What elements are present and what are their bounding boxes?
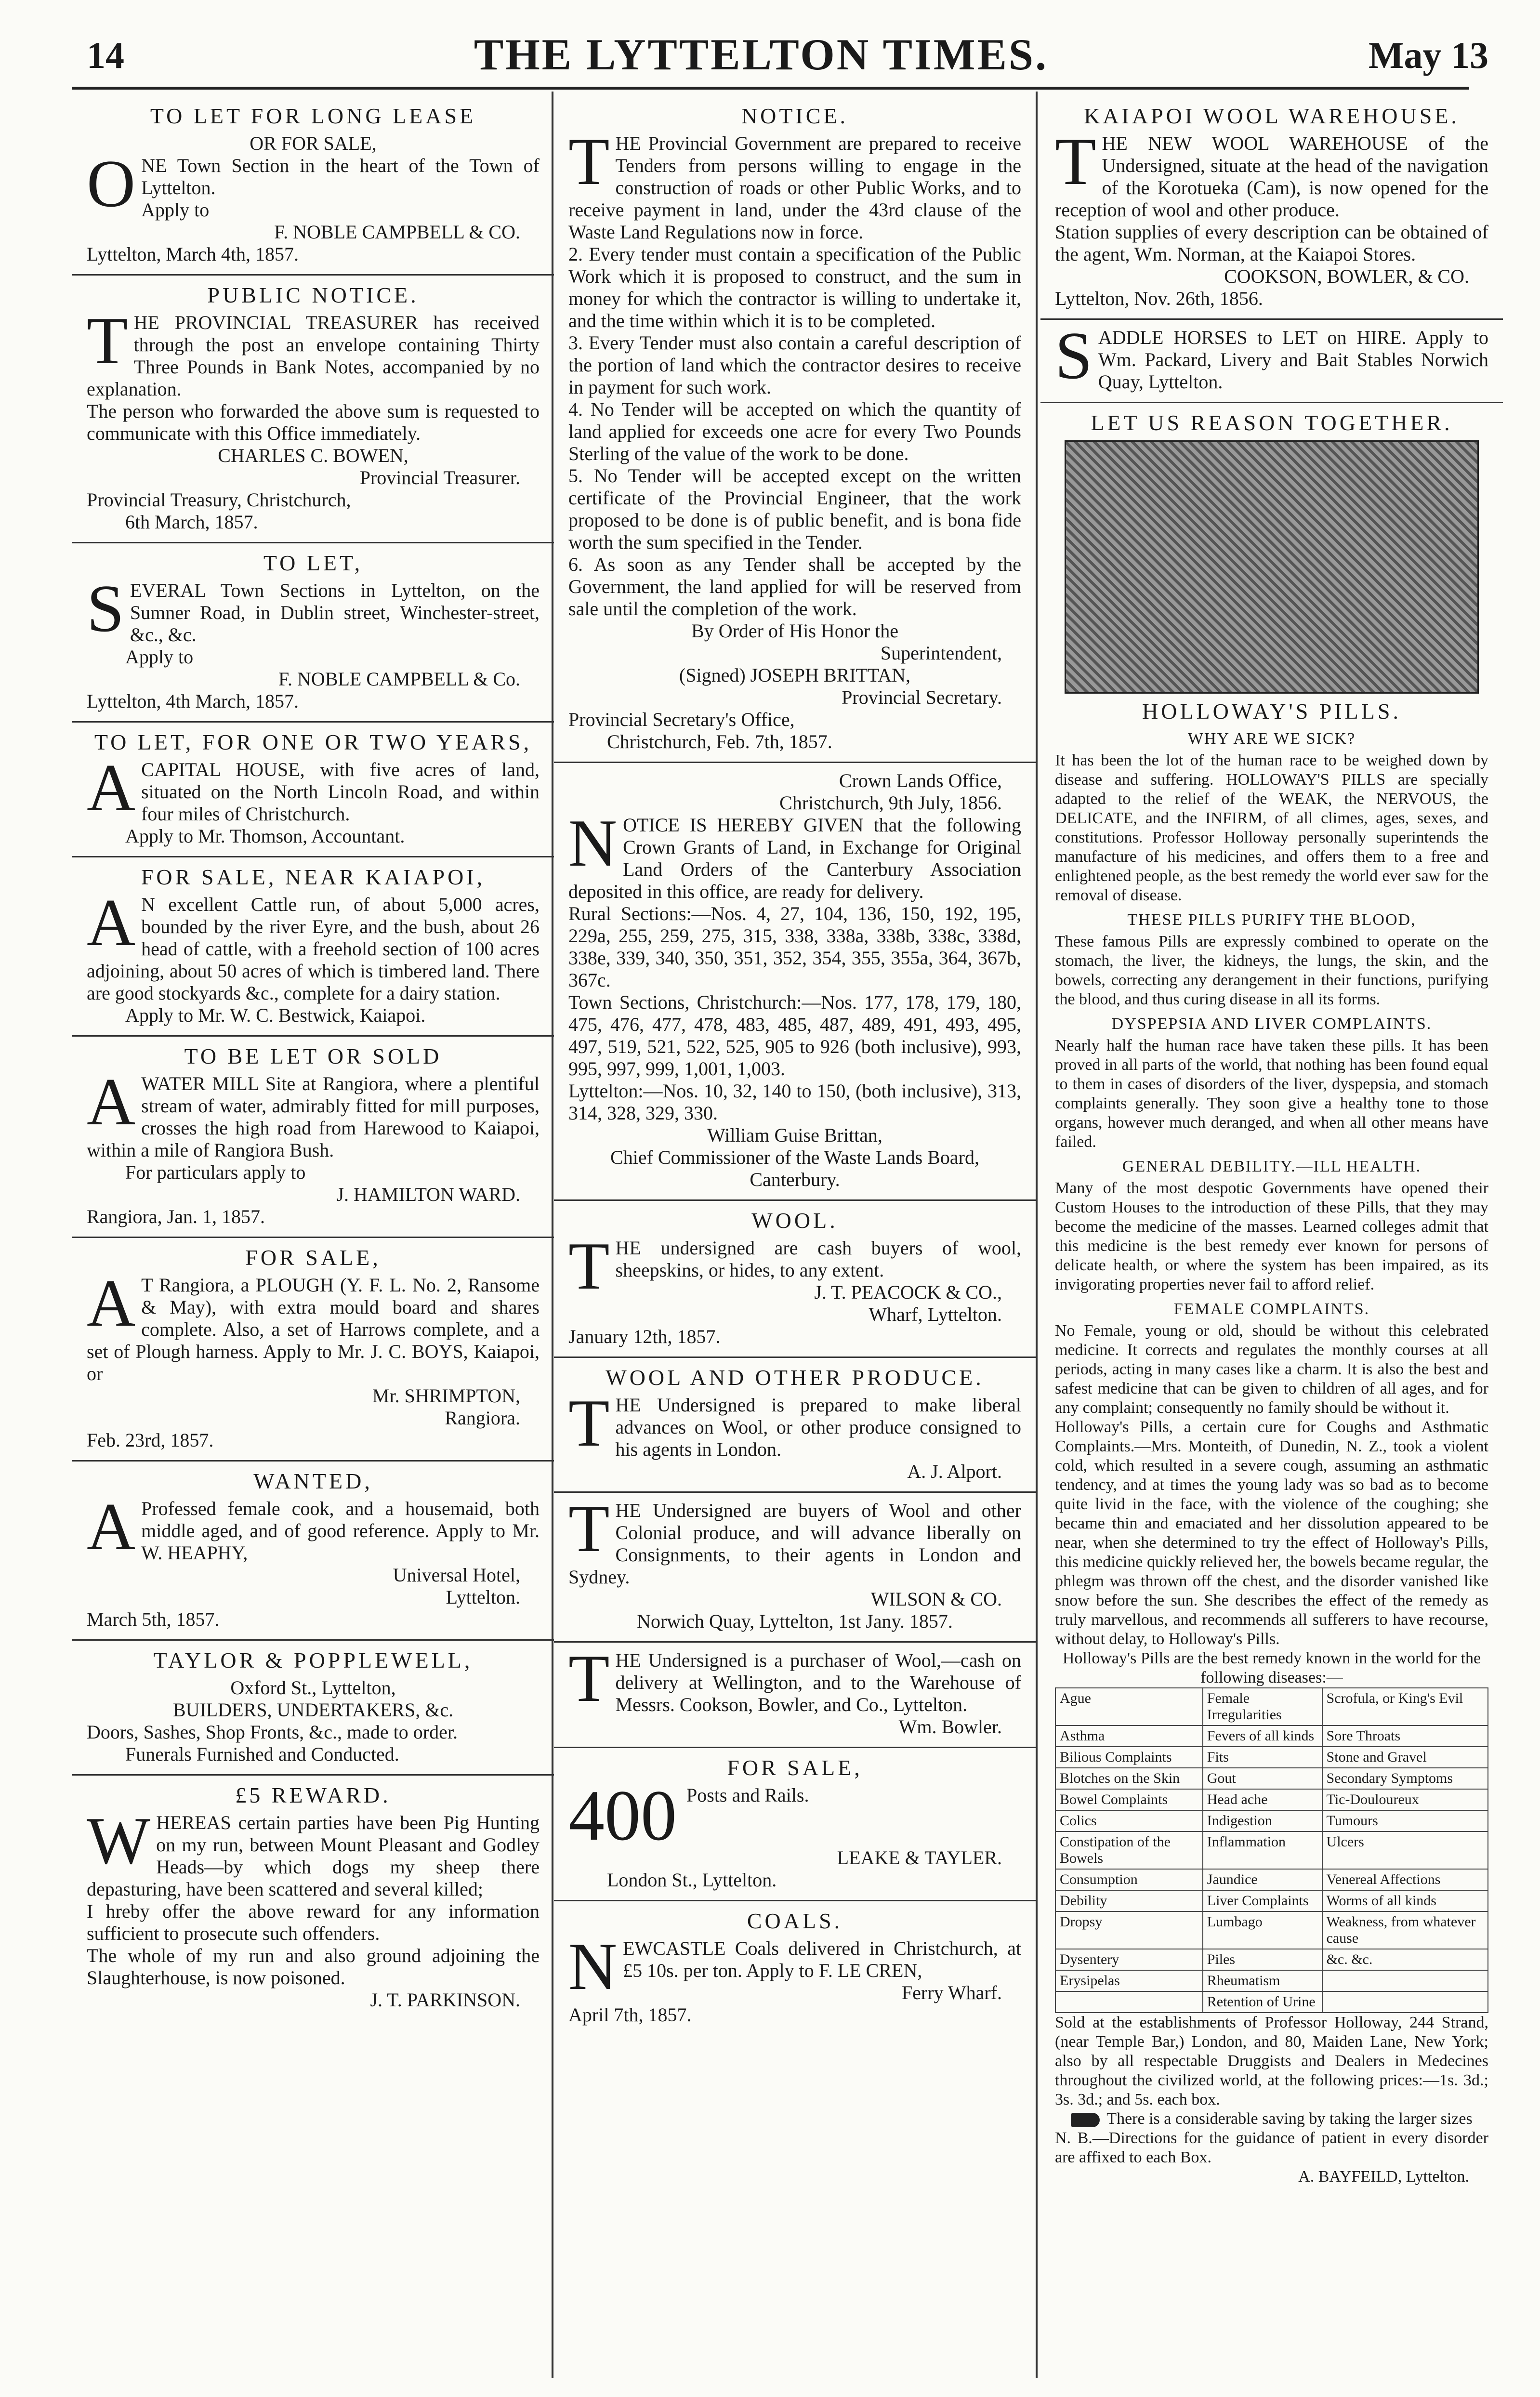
advert-line: Provincial Treasury, Christchurch, [87,489,351,511]
header-rule [72,87,1469,90]
table-row: Dysentery Piles &c. &c. [1055,1949,1488,1970]
advert-date: 6th March, 1857. [125,511,258,533]
advert-builders [72,1641,554,1776]
advert-body: THE Undersigned is prepared to make liberal advances on Wool, or other produce consigned to his agents in London. [568,1386,1021,1461]
table-row: Asthma Fevers of all kinds Sore Throats [1055,1725,1488,1747]
advert-body: THE PROVINCIAL TREASURER has received through the post an envelope containing Thirty Three Pounds in Bank Notes, accompanied by no explanation. [87,303,540,400]
advert-heading: £5 REWARD. [235,1783,391,1807]
advert-kaiapoi-warehouse [1040,96,1503,320]
advert-body: 5. No Tender will be accepted except on the written certificate of the Provincial Engineer, that the work proposed to be done is of public benefit, and is bona fide worth the sum specified in the Tender. [568,465,1021,553]
page-number: 14 [87,34,124,76]
newspaper-title: THE LYTTELTON TIMES. [474,30,1049,79]
advert-signature: J. HAMILTON WARD. [336,1184,520,1205]
advert-body: THE NEW WOOL WAREHOUSE of the Undersigned, situate at the head of the navigation of the Korotueka (Cam), is now opened for the reception of wool and other produce. [1055,124,1488,221]
advert-body: Station supplies of every description can be obtained of the agent, Wm. Norman, at the Kaiapoi Stores. [1055,221,1488,265]
advert-coals [554,1901,1036,2035]
advert-signature: A. J. Alport. [907,1461,1002,1482]
advert-wool-produce [554,1358,1036,1493]
table-row: Debility Liver Complaints Worms of all kinds [1055,1890,1488,1911]
advert-line: By Order of His Honor the [691,620,898,642]
advert-signature: LEAKE & TAYLER. [837,1847,1002,1869]
advert-body: Nearly half the human race have taken these pills. It has been proved in all parts of the world, that nothing has been found equal to them in cases of disorders of the liver, dyspepsia, and stomach complaints generally. They soon give a healthy tone to those organs, however much deranged, and when all other means have failed. [1055,1037,1488,1151]
advert-line: Lyttelton. [446,1586,520,1608]
advert-signature: CHARLES C. BOWEN, [218,445,408,466]
advert-heading: TO BE LET OR SOLD [184,1044,442,1068]
advert-body: Holloway's Pills are the best remedy known in the world for the following diseases:— [1062,1649,1481,1686]
table-row: Dropsy Lumbago Weakness, from whatever cause [1055,1911,1488,1949]
advert-holloways-pills [1040,403,1503,2195]
advert-signature: J. T. PARKINSON. [370,1989,520,2011]
advert-heading: WANTED, [253,1469,373,1493]
advert-body: Rural Sections:—Nos. 4, 27, 104, 136, 150, 192, 195, 229a, 255, 259, 275, 315, 338, 338a, 338b, 338c, 338d, 338e, 339, 340, 350, 351, 352, 354, 355, 355a, 364, 367b, 367c. [568,903,1021,991]
advert-body: Sold at the establishments of Professor Holloway, 244 Strand, (near Temple Bar,) London, and 80, Maiden Lane, New York; also by all respectable Druggists and Dealers in Medecines throughout the civilized world, at the following prices:—1s. 3d.; 3s. 3d.; and 5s. each box. [1055,2014,1488,2108]
advert-line: Apply to [125,646,194,668]
advert-heading: TO LET, [263,551,363,575]
section-heading: GENERAL DEBILITY.—ILL HEALTH. [1122,1158,1422,1175]
advert-capital-house [72,723,554,857]
advert-line: Funerals Furnished and Conducted. [125,1743,399,1765]
advert-to-let [72,543,554,723]
advert-line: London St., Lyttelton. [607,1869,777,1891]
section-heading: FEMALE COMPLAINTS. [1173,1300,1370,1318]
section-heading: THESE PILLS PURIFY THE BLOOD, [1127,911,1416,929]
advert-body: WHEREAS certain parties have been Pig Hunting on my run, between Mount Pleasant and Godley Heads—by which dogs my sheep there depasturing, have been scattered and several killed; [87,1804,540,1900]
advert-body: ONE Town Section in the heart of the Town of Lyttelton. [87,146,540,221]
advert-signature: F. NOBLE CAMPBELL & CO. [274,221,520,243]
advert-heading: FOR SALE, NEAR KAIAPOI, [141,865,486,889]
advert-date: Lyttelton, 4th March, 1857. [87,690,299,712]
section-heading: WHY ARE WE SICK? [1187,730,1356,748]
advert-body: These famous Pills are expressly combined to operate on the stomach, the liver, the kidneys, the lungs, the skin, and the bowels, correcting any derangement in their functions, purifying the blood, and thus curing disease in all its forms. [1055,933,1488,1008]
advert-date: Norwich Quay, Lyttelton, 1st Jany. 1857. [637,1610,953,1632]
advert-wool [554,1201,1036,1358]
advert-body: THE Undersigned is a purchaser of Wool,—cash on delivery at Wellington, and to the Warehouse of Messrs. Cookson, Bowler, and Co., Lyttelton. [568,1641,1021,1716]
advert-line: Provincial Secretary's Office, [568,709,795,730]
advert-line: Ferry Wharf. [901,1982,1002,2003]
advert-heading: TAYLOR & POPPLEWELL, [153,1648,473,1673]
advert-date: March 5th, 1857. [87,1608,220,1630]
advert-body: SADDLE HORSES to LET on HIRE. Apply to Wm. Packard, Livery and Bait Stables Norwich Quay, Lyttelton. [1055,318,1488,393]
table-row: Erysipelas Rheumatism [1055,1970,1488,1991]
disease-table [1055,1687,1488,2013]
advert-body: THE Provincial Government are prepared to receive Tenders from persons willing to engage in the construction of roads or other Public Works, and to receive payment in land, under the 43rd clause of the Waste Land Regulations now in force. [568,124,1021,243]
advert-line: Apply to [141,199,210,221]
advert-date: April 7th, 1857. [568,2004,692,2026]
advert-signature: WILSON & CO. [870,1588,1002,1610]
advert-signature: William Guise Brittan, [707,1124,882,1146]
advert-date: Christchurch, 9th July, 1856. [779,792,1002,814]
advert-heading: LET US REASON TOGETHER. [1091,410,1453,435]
advert-body: A N excellent Cattle run, of about 5,000 acres, bounded by the river Eyre, and the bush, about 26 head of cattle, with a freehold section of 100 acres adjoining, about 50 acres of which is timbered land. There are good stockyards &c., complete for a dairy station. [87,885,540,1004]
advert-cattle-run [72,857,554,1037]
advert-heading: WOOL. [751,1208,838,1233]
advert-body: It has been the lot of the human race to be weighed down by disease and suffering. HOLLOWAY'S PILLS are specially adapted to the relief of the WEAK, the NERVOUS, the DELICATE, and the INFIRM, of all climes, ages, sexes, and constitutions. Professor Holloway personally superintends the manufacture of his medicines, and offers them to a free and enlightened people, as the best remedy the world ever saw for the removal of disease. [1055,751,1488,904]
advert-water-mill [72,1037,554,1238]
advert-line: Superintendent, [880,642,1002,664]
table-row: Retention of Urine [1055,1991,1488,2013]
advert-date: Lyttelton, Nov. 26th, 1856. [1055,288,1263,309]
advert-long-lease [72,96,554,276]
advert-subheading: Oxford St., Lyttelton, [230,1677,396,1699]
column-3 [1040,96,1503,2378]
advert-body: A Professed female cook, and a housemaid, both middle aged, and of good reference. Apply to Mr. W. HEAPHY, [87,1489,540,1564]
advert-line: Apply to Mr. Thomson, Accountant. [125,825,405,847]
advert-wanted [72,1462,554,1641]
advert-body: 400 Posts and Rails. [568,1776,809,1856]
advert-body: NEWCASTLE Coals delivered in Christchurch, at £5 10s. per ton. Apply to F. LE CREN, [568,1929,1021,2004]
advert-body: Many of the most despotic Governments have opened their Custom Houses to the introduction of these Pills, that they may become the medicine of the masses. Learned colleges admit that this medicine is the best remedy ever known for persons of delicate health, or where the system has been impaired, as its invigorating properties never fail to afford relief. [1055,1179,1488,1293]
advert-signature: Wm. Bowler. [898,1716,1002,1738]
advert-line: Rangiora. [445,1407,520,1429]
advert-posts-rails [554,1748,1036,1901]
advert-heading: WOOL AND OTHER PRODUCE. [605,1365,984,1390]
advert-reward [72,1776,554,2020]
pointing-hand-icon [1071,2113,1100,2127]
advert-line: Provincial Treasurer. [359,467,520,488]
saving-note: There is a considerable saving by taking the larger sizes [1055,2109,1488,2129]
advert-heading: PUBLIC NOTICE. [207,283,419,307]
column-divider [1036,92,1038,2378]
advert-line: Chief Commissioner of the Waste Lands Board, Canterbury. [610,1146,979,1190]
advert-signature: A. BAYFEILD, Lyttelton. [1298,2168,1469,2186]
advert-body: I hreby offer the above reward for any information sufficient to prosecute such offenders. [87,1900,540,1944]
advert-date: Christchurch, Feb. 7th, 1857. [607,731,832,752]
advert-body: THE undersigned are cash buyers of wool, sheepskins, or hides, to any extent. [568,1229,1021,1304]
advert-signature: COOKSON, BOWLER, & CO. [1224,265,1469,287]
issue-date: May 13 [1368,34,1488,76]
advert-crown-lands [554,763,1036,1201]
advert-body: 4. No Tender will be accepted on which the quantity of land applied for exceeds one acre for every Two Pounds Sterling of the value of the work to be done. [568,398,1021,464]
advert-body: Town Sections, Christchurch:—Nos. 177, 178, 179, 180, 475, 476, 477, 478, 483, 485, 487, 489, 491, 493, 495, 497, 519, 521, 522, 525, 905 to 926 (both inclusive), 993, 995, 997, 999, 1,001, 1,003. [568,991,1021,1080]
advert-signature: F. NOBLE CAMPBELL & Co. [278,668,520,690]
advert-line: Wharf, Lyttelton. [869,1304,1002,1325]
table-row: Ague Female Irregularities Scrofula, or King's Evil [1055,1688,1488,1725]
table-row: Consumption Jaundice Venereal Affections [1055,1869,1488,1890]
table-row: Constipation of the Bowels Inflammation Ulcers [1055,1831,1488,1869]
advert-date: Rangiora, Jan. 1, 1857. [87,1206,265,1227]
table-row: Colics Indigestion Tumours [1055,1810,1488,1831]
advert-line: Apply to Mr. W. C. Bestwick, Kaiapoi. [125,1004,426,1026]
advert-signature: (Signed) JOSEPH BRITTAN, [679,664,911,686]
advert-saddle-horses [1040,320,1503,403]
advert-tender-notice [554,96,1036,763]
advert-body: No Female, young or old, should be without this celebrated medicine. It corrects and regulates the monthly courses at all periods, acting in many cases like a charm. It is also the best and safest medicine that can be given to children of all ages, and for any complaint; consequently no family should be without it. [1055,1322,1488,1417]
advert-body: NOTICE IS HEREBY GIVEN that the following Crown Grants of Land, in Exchange for Original Land Orders of the Canterbury Association deposited in this office, are ready for delivery. [568,806,1021,902]
advert-body: ACAPITAL HOUSE, with five acres of land, situated on the North Lincoln Road, and within four miles of Christchurch. [87,751,540,825]
advert-body: BUILDERS, UNDERTAKERS, &c. [172,1699,454,1721]
advert-signature: Mr. SHRIMPTON, [372,1385,520,1407]
advert-body: THE Undersigned are buyers of Wool and other Colonial produce, and will advance liberally on Consignments, to their agents in London and Sydney. [568,1491,1021,1588]
advert-body: The whole of my run and also ground adjoining the Slaughterhouse, is now poisoned. [87,1945,540,1989]
advert-heading: FOR SALE, [727,1755,863,1780]
advert-heading: TO LET FOR LONG LEASE [150,104,476,128]
advert-body: The person who forwarded the above sum is requested to communicate with this Office immediately. [87,400,540,444]
section-heading: DYSPEPSIA AND LIVER COMPLAINTS. [1111,1015,1432,1033]
advert-body: A T Rangiora, a PLOUGH (Y. F. L. No. 2, Ransome & May), with extra mould board and shares complete. Also, a set of Harrows complete, and a set of Plough harness. Apply to Mr. J. C. BOYS, Kaiapoi, or [87,1266,540,1384]
advert-body: 2. Every tender must contain a specification of the Public Work which it is proposed to construct, and the sum in money for which the contractor is willing to undertake it, and the time within which it is to be completed. [568,243,1021,331]
advert-date: January 12th, 1857. [568,1326,721,1347]
advert-heading: FOR SALE, [245,1245,381,1270]
advert-line: Provincial Secretary. [842,686,1002,708]
advert-subheading: OR FOR SALE, [250,132,377,154]
table-row: Bowel Complaints Head ache Tic-Douloureux [1055,1789,1488,1810]
advert-date: Lyttelton, March 4th, 1857. [87,243,299,265]
advert-line: Universal Hotel, [393,1564,520,1586]
advert-public-notice [72,276,554,543]
column-1 [72,96,554,2378]
advert-line: For particulars apply to [125,1161,306,1183]
advert-heading: NOTICE. [741,104,849,128]
advert-heading: KAIAPOI WOOL WAREHOUSE. [1084,104,1460,128]
table-row: Blotches on the Skin Gout Secondary Symptoms [1055,1768,1488,1789]
advert-signature: J. T. PEACOCK & CO., [814,1281,1002,1303]
advert-line: Crown Lands Office, [839,770,1002,791]
advert-body: AWATER MILL Site at Rangiora, where a plentiful stream of water, admirably fitted for mill purposes, crosses the high road from Harewood to Kaiapoi, within a mile of Rangiora Bush. [87,1065,540,1161]
advert-body: 6. As soon as any Tender shall be accepted by the Government, the land applied for will be reserved from sale until the completion of the work. [568,553,1021,619]
advert-heading: COALS. [747,1909,843,1933]
advert-wilson [554,1493,1036,1643]
advert-plough [72,1238,554,1462]
advert-body: SEVERAL Town Sections in Lyttelton, on the Sumner Road, in Dublin street, Winchester-street, &c., &c. [87,571,540,646]
brand-heading: HOLLOWAY'S PILLS. [1142,699,1401,724]
advert-date: Feb. 23rd, 1857. [87,1429,214,1451]
advert-heading: TO LET, FOR ONE OR TWO YEARS, [94,730,532,754]
testimonial: Holloway's Pills, a certain cure for Coughs and Asthmatic Complaints.—Mrs. Monteith, of Dunedin, N. Z., took a violent cold, which resulted in a severe cough, assuming an asthmatic tendency, and at times the young lady was so bad as to become quite livid in the face, with the violence of the coughing; she became thin and emaciated and her dissolution appeared to be near, when she determined to try the effect of Holloway's Pills, this medicine quickly relieved her, the bowels became regular, the phlegm was thrown off the chest, and the disorder vanished like snow before the sun. She describes the effect of the remedy as truly marvellous, and recommends all sufferers to have recourse, without delay, to Holloway's Pills. [1055,1418,1488,1648]
advert-bowler [554,1643,1036,1748]
table-row: Bilious Complaints Fits Stone and Gravel [1055,1747,1488,1768]
column-2 [554,96,1036,2378]
page-header [29,19,1493,87]
advert-body: N. B.—Directions for the guidance of patient in every disorder are affixed to each Box. [1055,2129,1488,2166]
advert-body: Lyttelton:—Nos. 10, 32, 140 to 150, (both inclusive), 313, 314, 328, 329, 330. [568,1080,1021,1124]
advert-body: 3. Every Tender must also contain a careful description of the portion of land which the contractor desires to receive in payment for such work. [568,332,1021,398]
engraving-illustration [1065,440,1479,694]
advert-body: Doors, Sashes, Shop Fronts, &c., made to order. [87,1721,458,1743]
